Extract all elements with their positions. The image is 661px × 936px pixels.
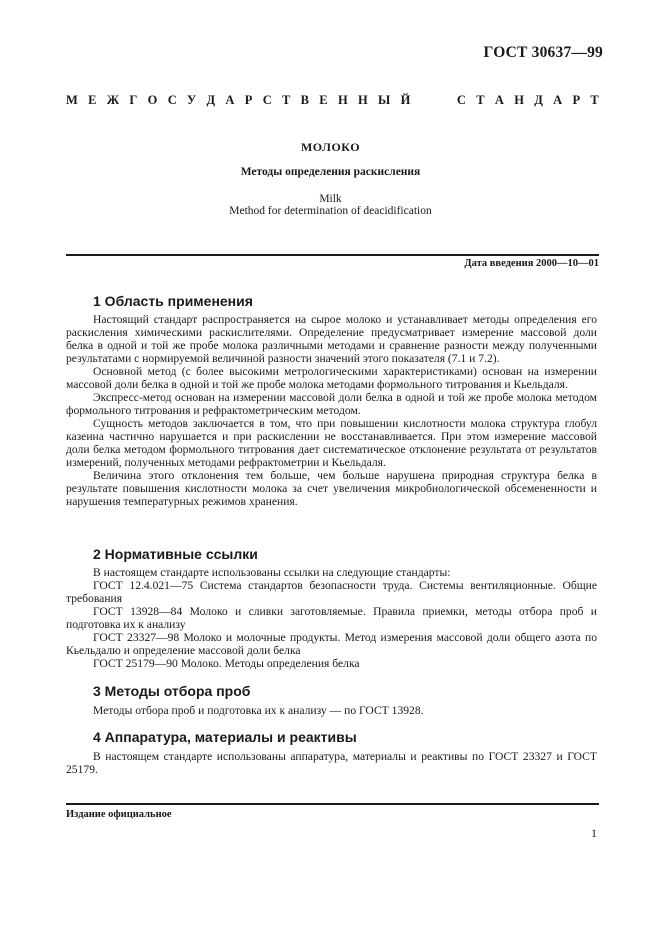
banner-letter: Н [337,93,348,107]
banner-letter: Т [590,93,599,107]
banner-letter: Т [282,93,291,107]
paragraph: Методы отбора проб и подготовка их к анализу — по ГОСТ 13928. [93,704,424,717]
banner-letter: М [66,93,78,107]
page-number: 1 [591,826,597,840]
banner-letter: С [456,93,466,107]
section-body-sampling [66,704,597,717]
banner-letter: Р [244,93,253,107]
effective-date: Дата введения 2000—10—01 [464,258,599,269]
header-divider [66,254,599,256]
section-body-references [66,566,597,670]
english-title: Milk [319,193,342,205]
banner-letter: Н [514,93,524,107]
paragraph: Основной метод (с более высокими метрологическими характеристиками) основан на измерении массовой доли белка в одной и той же пробе молока методами формольного титрования и Кьельдаля. [66,365,597,391]
banner-letter: Е [88,93,97,107]
paragraph: Экспресс-метод основан на измерении массовой доли белка в одной и той же пробе молока методом формольного титрования и рефрактометрическим методом. [66,391,597,417]
banner-letter: О [147,93,158,107]
banner-letter: Т [476,93,485,107]
banner-letter: У [187,93,197,107]
document-code: ГОСТ 30637—99 [483,44,603,61]
paragraph: Сущность методов заключается в том, что при повышении кислотности молока структура глобул казеина частично нарушается и при раскислении не восстанавливается. При этом измерение массовой доли белка методом формольного титрования дает систематическое отклонение результата от результатов измерений, полученных методами рефрактометрии и Кьельдаля. [66,417,597,469]
reference-item: ГОСТ 13928—84 Молоко и сливки заготовляемые. Правила приемки, методы отбора проб и подготовка их к анализу [66,605,597,631]
banner-letter: А [494,93,504,107]
footer-divider [66,803,599,805]
paragraph: В настоящем стандарте использованы ссылки на следующие стандарты: [93,566,451,579]
section-body-scope [66,313,597,508]
banner-letter: Ж [106,93,120,107]
section-body-equipment [66,750,597,776]
section-heading-references: 2 Нормативные ссылки [93,546,258,562]
banner-gap [421,93,447,108]
section-heading-scope: 1 Область применения [93,293,253,309]
section-heading-equipment: 4 Аппаратура, материалы и реактивы [93,729,357,745]
banner-letter: А [553,93,563,107]
banner-letter: Д [206,93,216,107]
banner-letter: Г [129,93,138,107]
reference-item: ГОСТ 23327—98 Молоко и молочные продукты. Метод измерения массовой доли общего азота по Кьельдалю и определение массовой доли белка [66,631,597,657]
english-subtitle: Method for determination of deacidification [229,205,432,217]
reference-item: ГОСТ 12.4.021—75 Система стандартов безопасности труда. Системы вентиляционные. Общие требования [66,579,597,605]
banner-letter: Р [572,93,581,107]
paragraph: В настоящем стандарте использованы аппаратура, материалы и реактивы по ГОСТ 23327 и ГОСТ 25179. [66,750,597,776]
standard-type-banner [66,93,599,108]
paragraph: Настоящий стандарт распространяется на сырое молоко и устанавливает методы определения его раскисления химическими раскислителями. Определение предусматривает измерение массовой доли белка в одной и той же пробе молока различными методами и сравнение разности между полученными результатами с нормируемой величиной разности значений этого показателя (7.1 и 7.2). [66,313,597,365]
banner-letter: С [262,93,272,107]
banner-letter: Д [534,93,543,107]
banner-letter: С [167,93,177,107]
banner-letter: Н [357,93,368,107]
section-heading-sampling: 3 Методы отбора проб [93,683,251,699]
banner-letter: Й [400,93,411,107]
banner-letter: Е [319,93,328,107]
reference-item: ГОСТ 25179—90 Молоко. Методы определения белка [93,657,360,670]
paragraph: Величина этого отклонения тем больше, чем больше нарушена природная структура белка в результате повышения кислотности молока за счет увеличения микробиологической обсемененности и нарушения температурных режимов хранения. [66,469,597,508]
banner-letter: Ы [378,93,391,107]
document-subtitle: Методы определения раскисления [240,166,421,178]
document-title: МОЛОКО [300,140,361,154]
edition-note: Издание официальное [66,809,172,820]
banner-letter: В [300,93,309,107]
banner-letter: А [225,93,235,107]
